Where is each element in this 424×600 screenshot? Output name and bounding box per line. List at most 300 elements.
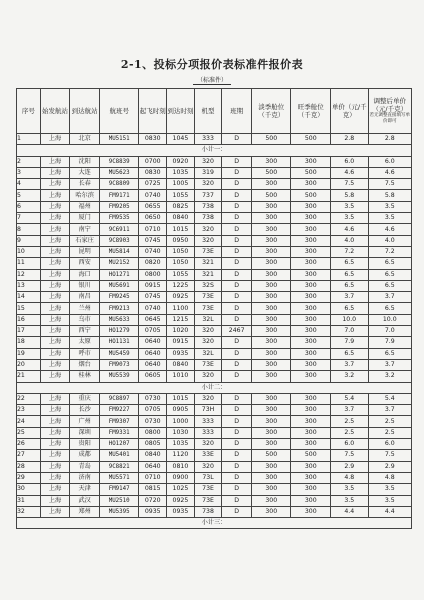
cell-schedule: D	[222, 190, 252, 201]
cell-departure: 0935	[139, 506, 167, 517]
table-row	[17, 359, 412, 370]
table-row	[17, 472, 412, 483]
cell-destination: 西宁	[70, 326, 100, 337]
cell-adjusted-price: 4.8	[368, 472, 412, 483]
cell-departure: 0650	[139, 213, 167, 224]
cell-origin: 上海	[40, 359, 70, 370]
cell-aircraft: 320	[194, 393, 222, 404]
cell-schedule: D	[222, 461, 252, 472]
cell-peak-season: 300	[291, 427, 331, 438]
cell-flight-no: MU5395	[99, 506, 139, 517]
cell-unit-price: 6.0	[330, 439, 368, 450]
cell-schedule: D	[222, 314, 252, 325]
cell-aircraft: 73E	[194, 246, 222, 257]
cell-departure: 0640	[139, 461, 167, 472]
table-row	[17, 337, 412, 348]
cell-departure: 0655	[139, 201, 167, 212]
table-row	[17, 179, 412, 190]
cell-flight-no: HO1279	[99, 326, 139, 337]
cell-flight-no: FM9307	[99, 416, 139, 427]
cell-seq: 20	[17, 359, 41, 370]
cell-origin: 上海	[40, 190, 70, 201]
cell-flight-no: MU5814	[99, 246, 139, 257]
table-row	[17, 134, 412, 145]
cell-aircraft: 320	[194, 326, 222, 337]
cell-arrival: 0840	[167, 359, 195, 370]
cell-schedule: D	[222, 235, 252, 246]
cell-off-season: 300	[251, 269, 291, 280]
cell-seq: 7	[17, 213, 41, 224]
cell-departure: 0740	[139, 190, 167, 201]
table-row	[17, 326, 412, 337]
cell-peak-season: 300	[291, 269, 331, 280]
cell-adjusted-price: 6.5	[368, 269, 412, 280]
cell-flight-no: FM9171	[99, 190, 139, 201]
cell-flight-no: 9C8839	[99, 156, 139, 167]
cell-seq: 10	[17, 246, 41, 257]
cell-arrival: 0925	[167, 292, 195, 303]
cell-off-season: 300	[251, 484, 291, 495]
cell-schedule: D	[222, 495, 252, 506]
cell-aircraft: 738	[194, 506, 222, 517]
cell-adjusted-price: 3.7	[368, 405, 412, 416]
cell-unit-price: 3.2	[330, 371, 368, 382]
cell-departure: 0830	[139, 134, 167, 145]
cell-peak-season: 300	[291, 337, 331, 348]
cell-departure: 0640	[139, 348, 167, 359]
cell-schedule: D	[222, 179, 252, 190]
cell-flight-no: 9C8809	[99, 179, 139, 190]
cell-destination: 广州	[70, 416, 100, 427]
table-row	[17, 314, 412, 325]
cell-destination: 贵阳	[70, 439, 100, 450]
cell-seq: 15	[17, 303, 41, 314]
subtotal-row	[17, 145, 412, 156]
cell-aircraft: 320	[194, 337, 222, 348]
cell-unit-price: 6.5	[330, 269, 368, 280]
table-row	[17, 190, 412, 201]
cell-unit-price: 5.4	[330, 393, 368, 404]
cell-adjusted-price: 2.5	[368, 427, 412, 438]
cell-destination: 北京	[70, 134, 100, 145]
cell-flight-no: MU5401	[99, 450, 139, 461]
cell-peak-season: 300	[291, 280, 331, 291]
table-row	[17, 495, 412, 506]
cell-unit-price: 3.5	[330, 213, 368, 224]
cell-flight-no: FM9227	[99, 405, 139, 416]
cell-aircraft: 32L	[194, 314, 222, 325]
subtotal-label: 小计二：	[17, 382, 412, 393]
cell-peak-season: 300	[291, 393, 331, 404]
cell-seq: 26	[17, 439, 41, 450]
cell-departure: 0730	[139, 393, 167, 404]
header-peak-season: 旺季舱位（千克）	[291, 89, 331, 134]
cell-origin: 上海	[40, 439, 70, 450]
cell-off-season: 300	[251, 472, 291, 483]
cell-aircraft: 32L	[194, 348, 222, 359]
cell-aircraft: 320	[194, 439, 222, 450]
cell-unit-price: 7.9	[330, 337, 368, 348]
cell-flight-no: FM9213	[99, 303, 139, 314]
cell-off-season: 300	[251, 348, 291, 359]
cell-origin: 上海	[40, 337, 70, 348]
cell-arrival: 0900	[167, 472, 195, 483]
cell-origin: 上海	[40, 506, 70, 517]
cell-aircraft: 738	[194, 213, 222, 224]
cell-destination: 郑州	[70, 506, 100, 517]
cell-unit-price: 6.0	[330, 156, 368, 167]
price-table	[16, 88, 412, 529]
cell-unit-price: 3.5	[330, 201, 368, 212]
cell-aircraft: 737	[194, 190, 222, 201]
cell-unit-price: 2.5	[330, 416, 368, 427]
cell-peak-season: 300	[291, 495, 331, 506]
cell-flight-no: MU5459	[99, 348, 139, 359]
cell-seq: 31	[17, 495, 41, 506]
cell-unit-price: 3.7	[330, 292, 368, 303]
cell-flight-no: MU2152	[99, 258, 139, 269]
cell-departure: 0915	[139, 280, 167, 291]
cell-departure: 0730	[139, 416, 167, 427]
header-schedule: 班期	[222, 89, 252, 134]
cell-unit-price: 7.5	[330, 179, 368, 190]
cell-off-season: 300	[251, 337, 291, 348]
cell-aircraft: 320	[194, 224, 222, 235]
cell-departure: 0800	[139, 269, 167, 280]
cell-seq: 32	[17, 506, 41, 517]
cell-adjusted-price: 4.6	[368, 224, 412, 235]
cell-destination: 济南	[70, 472, 100, 483]
cell-aircraft: 73E	[194, 359, 222, 370]
cell-destination: 厦门	[70, 213, 100, 224]
header-seq: 序号	[17, 89, 41, 134]
cell-adjusted-price: 3.5	[368, 495, 412, 506]
cell-arrival: 0935	[167, 506, 195, 517]
cell-unit-price: 7.5	[330, 450, 368, 461]
cell-peak-season: 300	[291, 246, 331, 257]
cell-origin: 上海	[40, 246, 70, 257]
cell-aircraft: 320	[194, 235, 222, 246]
cell-schedule: D	[222, 156, 252, 167]
cell-adjusted-price: 6.5	[368, 258, 412, 269]
cell-aircraft: 333	[194, 427, 222, 438]
table-header-row	[17, 89, 412, 134]
cell-off-season: 300	[251, 201, 291, 212]
table-row	[17, 416, 412, 427]
cell-seq: 24	[17, 416, 41, 427]
cell-unit-price: 4.8	[330, 472, 368, 483]
table-row	[17, 292, 412, 303]
table-row	[17, 167, 412, 178]
cell-destination: 福州	[70, 201, 100, 212]
cell-schedule: D	[222, 246, 252, 257]
header-arrival: 到达时刻	[167, 89, 195, 134]
cell-destination: 西安	[70, 258, 100, 269]
cell-destination: 兰州	[70, 303, 100, 314]
cell-adjusted-price: 6.5	[368, 303, 412, 314]
cell-departure: 0700	[139, 156, 167, 167]
cell-departure: 0745	[139, 292, 167, 303]
cell-adjusted-price: 4.4	[368, 506, 412, 517]
cell-seq: 12	[17, 269, 41, 280]
cell-arrival: 1020	[167, 326, 195, 337]
cell-flight-no: MU5633	[99, 314, 139, 325]
cell-schedule: D	[222, 427, 252, 438]
cell-arrival: 0925	[167, 495, 195, 506]
cell-off-season: 300	[251, 506, 291, 517]
cell-departure: 0640	[139, 337, 167, 348]
cell-peak-season: 300	[291, 472, 331, 483]
cell-flight-no: MU2510	[99, 495, 139, 506]
cell-seq: 29	[17, 472, 41, 483]
cell-off-season: 300	[251, 280, 291, 291]
cell-adjusted-price: 7.5	[368, 450, 412, 461]
cell-origin: 上海	[40, 484, 70, 495]
cell-seq: 30	[17, 484, 41, 495]
cell-arrival: 0840	[167, 213, 195, 224]
header-flight-no: 航班号	[99, 89, 139, 134]
cell-schedule: D	[222, 393, 252, 404]
cell-origin: 上海	[40, 179, 70, 190]
cell-destination: 长沙	[70, 405, 100, 416]
cell-origin: 上海	[40, 224, 70, 235]
cell-schedule: D	[222, 213, 252, 224]
cell-departure: 0605	[139, 371, 167, 382]
cell-flight-no: FM9147	[99, 484, 139, 495]
header-aircraft: 机型	[194, 89, 222, 134]
header-unit-price: 单价（元/千克）	[330, 89, 368, 134]
cell-departure: 0740	[139, 303, 167, 314]
cell-departure: 0705	[139, 326, 167, 337]
table-row	[17, 269, 412, 280]
cell-destination: 石家庄	[70, 235, 100, 246]
cell-adjusted-price: 2.5	[368, 416, 412, 427]
cell-schedule: D	[222, 201, 252, 212]
cell-adjusted-price: 7.9	[368, 337, 412, 348]
cell-aircraft: 319	[194, 167, 222, 178]
cell-peak-season: 300	[291, 292, 331, 303]
cell-aircraft: 73H	[194, 405, 222, 416]
cell-adjusted-price: 7.2	[368, 246, 412, 257]
cell-off-season: 300	[251, 326, 291, 337]
cell-schedule: D	[222, 506, 252, 517]
cell-off-season: 300	[251, 258, 291, 269]
cell-departure: 0710	[139, 472, 167, 483]
cell-seq: 9	[17, 235, 41, 246]
cell-arrival: 1015	[167, 224, 195, 235]
cell-flight-no: 9C8897	[99, 393, 139, 404]
cell-origin: 上海	[40, 405, 70, 416]
cell-origin: 上海	[40, 450, 70, 461]
cell-peak-season: 300	[291, 314, 331, 325]
cell-departure: 0705	[139, 405, 167, 416]
cell-seq: 5	[17, 190, 41, 201]
cell-adjusted-price: 3.5	[368, 201, 412, 212]
cell-unit-price: 6.5	[330, 348, 368, 359]
cell-destination: 武汉	[70, 495, 100, 506]
cell-peak-season: 300	[291, 348, 331, 359]
cell-unit-price: 5.8	[330, 190, 368, 201]
cell-unit-price: 2.9	[330, 461, 368, 472]
cell-destination: 呼市	[70, 348, 100, 359]
cell-off-season: 300	[251, 439, 291, 450]
table-row	[17, 484, 412, 495]
cell-unit-price: 4.6	[330, 167, 368, 178]
cell-arrival: 1050	[167, 258, 195, 269]
cell-destination: 乌市	[70, 314, 100, 325]
cell-unit-price: 4.0	[330, 235, 368, 246]
cell-flight-no: 9C8821	[99, 461, 139, 472]
cell-schedule: D	[222, 416, 252, 427]
cell-flight-no: MU5539	[99, 371, 139, 382]
cell-aircraft: 333	[194, 416, 222, 427]
cell-unit-price: 10.0	[330, 314, 368, 325]
cell-unit-price: 3.7	[330, 359, 368, 370]
cell-arrival: 1015	[167, 393, 195, 404]
cell-off-season: 300	[251, 246, 291, 257]
cell-departure: 0710	[139, 224, 167, 235]
cell-seq: 1	[17, 134, 41, 145]
cell-off-season: 300	[251, 405, 291, 416]
cell-departure: 0725	[139, 179, 167, 190]
cell-unit-price: 4.4	[330, 506, 368, 517]
subtotal-label: 小计三：	[17, 518, 412, 529]
cell-destination: 长春	[70, 179, 100, 190]
cell-destination: 沈阳	[70, 156, 100, 167]
cell-aircraft: 33E	[194, 450, 222, 461]
table-row	[17, 371, 412, 382]
cell-adjusted-price: 3.5	[368, 484, 412, 495]
header-adjusted-price: 调整后单价（元/千克） 若无调整直接填写单价即可	[368, 89, 412, 134]
cell-destination: 重庆	[70, 393, 100, 404]
cell-seq: 18	[17, 337, 41, 348]
cell-unit-price: 4.6	[330, 224, 368, 235]
cell-seq: 22	[17, 393, 41, 404]
cell-destination: 南宁	[70, 224, 100, 235]
cell-schedule: D	[222, 280, 252, 291]
cell-adjusted-price: 5.8	[368, 190, 412, 201]
header-departure: 起飞时刻	[139, 89, 167, 134]
cell-destination: 太原	[70, 337, 100, 348]
cell-off-season: 300	[251, 393, 291, 404]
cell-departure: 0720	[139, 495, 167, 506]
cell-origin: 上海	[40, 326, 70, 337]
cell-off-season: 500	[251, 134, 291, 145]
cell-destination: 南昌	[70, 292, 100, 303]
cell-adjusted-price: 3.2	[368, 371, 412, 382]
table-row	[17, 393, 412, 404]
cell-seq: 27	[17, 450, 41, 461]
cell-flight-no: FM9073	[99, 359, 139, 370]
cell-arrival: 1050	[167, 246, 195, 257]
cell-departure: 0820	[139, 258, 167, 269]
cell-arrival: 1120	[167, 450, 195, 461]
cell-seq: 14	[17, 292, 41, 303]
cell-off-season: 500	[251, 190, 291, 201]
cell-schedule: D	[222, 405, 252, 416]
cell-destination: 大连	[70, 167, 100, 178]
table-row	[17, 506, 412, 517]
cell-seq: 3	[17, 167, 41, 178]
cell-adjusted-price: 3.7	[368, 292, 412, 303]
cell-schedule: D	[222, 292, 252, 303]
cell-unit-price: 7.2	[330, 246, 368, 257]
cell-schedule: D	[222, 337, 252, 348]
cell-origin: 上海	[40, 472, 70, 483]
cell-aircraft: 320	[194, 179, 222, 190]
cell-schedule: D	[222, 439, 252, 450]
cell-arrival: 1035	[167, 439, 195, 450]
cell-seq: 21	[17, 371, 41, 382]
cell-adjusted-price: 4.0	[368, 235, 412, 246]
subtotal-label: 小计一：	[17, 145, 412, 156]
cell-flight-no: FM9205	[99, 201, 139, 212]
table-row	[17, 213, 412, 224]
cell-flight-no: HO1271	[99, 269, 139, 280]
cell-aircraft: 73E	[194, 495, 222, 506]
cell-schedule: D	[222, 167, 252, 178]
cell-flight-no: MU5151	[99, 134, 139, 145]
cell-schedule: D	[222, 371, 252, 382]
table-row	[17, 427, 412, 438]
cell-aircraft: 73E	[194, 484, 222, 495]
cell-peak-season: 300	[291, 179, 331, 190]
cell-departure: 0745	[139, 235, 167, 246]
cell-adjusted-price: 6.5	[368, 348, 412, 359]
cell-aircraft: 73E	[194, 292, 222, 303]
cell-aircraft: 321	[194, 269, 222, 280]
cell-destination: 海口	[70, 269, 100, 280]
cell-seq: 25	[17, 427, 41, 438]
cell-peak-season: 300	[291, 258, 331, 269]
cell-origin: 上海	[40, 427, 70, 438]
cell-seq: 16	[17, 314, 41, 325]
cell-flight-no: 9C6911	[99, 224, 139, 235]
cell-origin: 上海	[40, 201, 70, 212]
cell-departure: 0800	[139, 427, 167, 438]
cell-origin: 上海	[40, 371, 70, 382]
cell-seq: 28	[17, 461, 41, 472]
cell-origin: 上海	[40, 292, 70, 303]
cell-origin: 上海	[40, 213, 70, 224]
cell-peak-season: 300	[291, 326, 331, 337]
cell-unit-price: 6.5	[330, 303, 368, 314]
cell-adjusted-price: 4.6	[368, 167, 412, 178]
cell-origin: 上海	[40, 303, 70, 314]
cell-flight-no: MU5691	[99, 280, 139, 291]
header-destination: 到达航站	[70, 89, 100, 134]
cell-off-season: 300	[251, 292, 291, 303]
cell-adjusted-price: 6.0	[368, 156, 412, 167]
table-row	[17, 201, 412, 212]
cell-departure: 0640	[139, 359, 167, 370]
cell-seq: 19	[17, 348, 41, 359]
cell-off-season: 300	[251, 179, 291, 190]
cell-seq: 17	[17, 326, 41, 337]
header-off-season: 淡季舱位（千克）	[251, 89, 291, 134]
table-row	[17, 405, 412, 416]
cell-arrival: 0810	[167, 461, 195, 472]
header-note: 若无调整直接填写单价即可	[369, 113, 410, 124]
cell-adjusted-price: 2.8	[368, 134, 412, 145]
cell-off-season: 300	[251, 156, 291, 167]
cell-seq: 4	[17, 179, 41, 190]
table-row	[17, 303, 412, 314]
cell-destination: 哈尔滨	[70, 190, 100, 201]
cell-peak-season: 300	[291, 303, 331, 314]
cell-aircraft: 320	[194, 461, 222, 472]
header-origin: 始发航站	[40, 89, 70, 134]
